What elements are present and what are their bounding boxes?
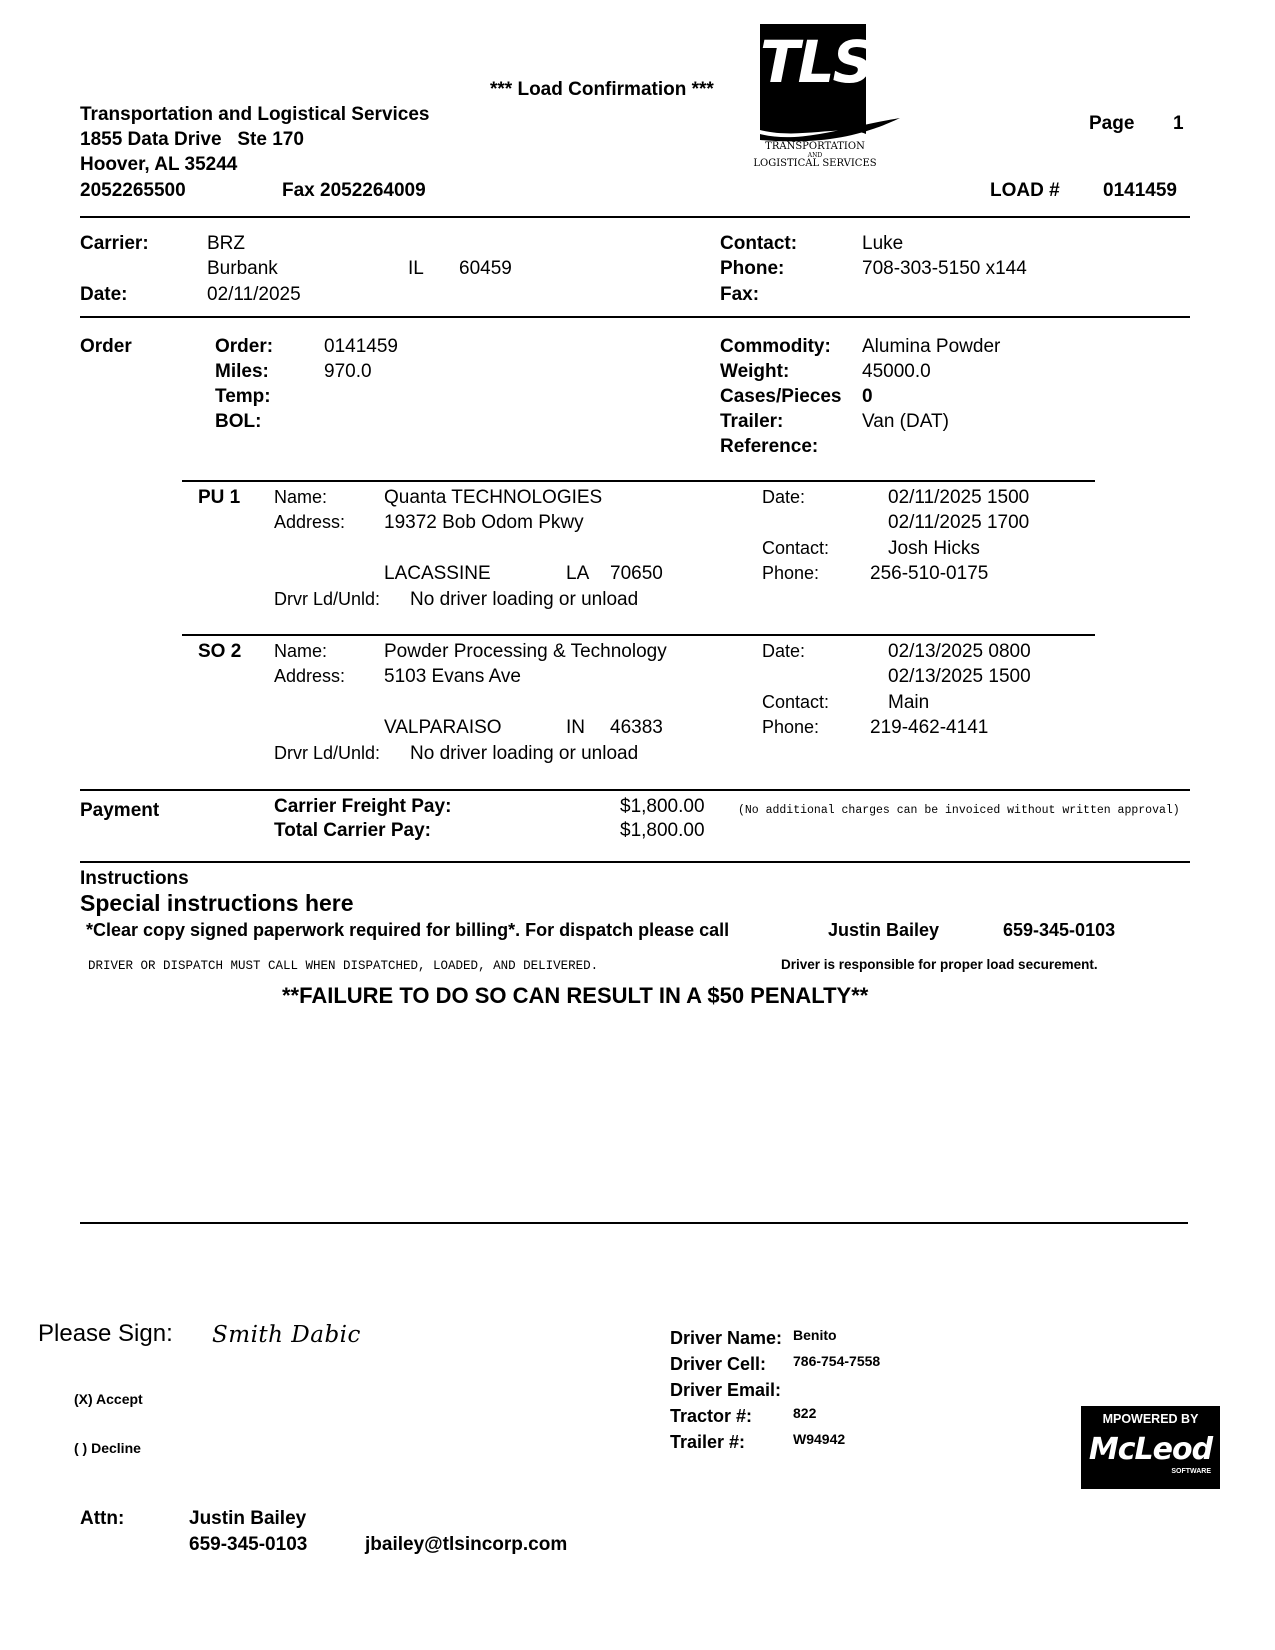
trailer-number-label: Trailer #: (670, 1432, 746, 1452)
divider (80, 789, 1190, 791)
stop-contact-label: Contact: (762, 538, 830, 558)
penalty-notice: **FAILURE TO DO SO CAN RESULT IN A $50 PENALTY** (282, 983, 869, 1008)
divider (182, 634, 1095, 636)
page-number: 1 (1173, 113, 1184, 134)
mcleod-logo-line1: MPOWERED BY (1102, 1412, 1199, 1426)
stop-address-label: Address: (274, 512, 346, 532)
miles-value: 970.0 (324, 361, 372, 382)
stop-phone: 219-462-4141 (870, 717, 989, 738)
stop-date-label: Date: (762, 487, 806, 507)
order-number: 0141459 (324, 336, 398, 357)
attn-phone: 659-345-0103 (189, 1534, 308, 1555)
mcleod-logo-line3: SOFTWARE (1171, 1468, 1211, 1475)
divider (80, 316, 1190, 318)
company-address-line2: Hoover, AL 35244 (80, 154, 238, 175)
page-label: Page (1089, 113, 1135, 134)
stop-drvr-value: No driver loading or unload (410, 589, 639, 610)
tractor-label: Tractor #: (670, 1406, 753, 1426)
stop-date2: 02/13/2025 1500 (888, 666, 1031, 687)
stop-code: SO 2 (198, 641, 242, 662)
trailer-value: Van (DAT) (862, 411, 949, 432)
date-label: Date: (80, 284, 128, 305)
divider (80, 861, 1190, 863)
driver-email-label: Driver Email: (670, 1380, 782, 1400)
load-number: 0141459 (1103, 180, 1177, 201)
tls-logo-line2: AND (807, 152, 823, 159)
divider (182, 480, 1095, 482)
carrier-state: IL (408, 258, 424, 279)
driver-cell-label: Driver Cell: (670, 1354, 767, 1374)
trailer-label: Trailer: (720, 411, 784, 432)
decline-option[interactable]: ( ) Decline (74, 1440, 141, 1456)
cases-label: Cases/Pieces (720, 386, 842, 407)
attn-label: Attn: (80, 1508, 125, 1529)
tls-logo-text: TLS (760, 28, 873, 96)
stop-contact: Josh Hicks (888, 538, 980, 559)
stop-address: 19372 Bob Odom Pkwy (384, 512, 584, 533)
stop-name-label: Name: (274, 487, 328, 507)
contact-label: Contact: (720, 233, 798, 254)
stop-drvr-label: Drvr Ld/Unld: (274, 589, 381, 609)
weight-value: 45000.0 (862, 361, 931, 382)
bol-label: BOL: (215, 411, 262, 432)
stop-contact: Main (888, 692, 930, 713)
stop-address: 5103 Evans Ave (384, 666, 521, 687)
stop-name-label: Name: (274, 641, 328, 661)
signature: Smith Dabic (212, 1322, 361, 1348)
stop-city: VALPARAISO (384, 717, 502, 738)
company-address-line1: 1855 Data Drive Ste 170 (80, 129, 304, 150)
stop-city: LACASSINE (384, 563, 491, 584)
instructions-label: Instructions (80, 868, 189, 889)
stop-name: Quanta TECHNOLOGIES (384, 487, 603, 508)
divider (80, 216, 1190, 218)
tractor-number: 822 (793, 1405, 817, 1421)
stop-zip: 70650 (610, 563, 663, 584)
phone-label: Phone: (720, 258, 785, 279)
miles-label: Miles: (215, 361, 269, 382)
carrier-phone: 708-303-5150 x144 (862, 258, 1027, 279)
carrier-label: Carrier: (80, 233, 149, 254)
billing-line: *Clear copy signed paperwork required for billing*. For dispatch please call (86, 920, 730, 940)
driver-name: Benito (793, 1327, 837, 1343)
stop-phone: 256-510-0175 (870, 563, 989, 584)
accept-option[interactable]: (X) Accept (74, 1391, 143, 1407)
stop-state: IN (566, 717, 585, 738)
order-label: Order: (215, 336, 274, 357)
payment-section-label: Payment (80, 800, 160, 821)
payment-note: (No additional charges can be invoiced without written approval) (738, 804, 1180, 817)
document-title: *** Load Confirmation *** (490, 79, 714, 100)
driver-call-notice: DRIVER OR DISPATCH MUST CALL WHEN DISPATCHED, LOADED, AND DELIVERED. (88, 959, 599, 973)
freight-pay-value: $1,800.00 (620, 796, 705, 817)
carrier-zip: 60459 (459, 258, 512, 279)
stop-address-label: Address: (274, 666, 346, 686)
carrier-date: 02/11/2025 (207, 284, 301, 305)
driver-cell: 786-754-7558 (793, 1353, 881, 1369)
stop-contact-label: Contact: (762, 692, 830, 712)
stop-drvr-label: Drvr Ld/Unld: (274, 743, 381, 763)
tls-logo-line1: TRANSPORTATION (765, 141, 865, 152)
commodity-label: Commodity: (720, 336, 831, 357)
dispatch-phone: 659-345-0103 (1003, 920, 1116, 940)
stop-drvr-value: No driver loading or unload (410, 743, 639, 764)
total-pay-label: Total Carrier Pay: (274, 820, 431, 841)
reference-label: Reference: (720, 436, 819, 457)
stop-date2: 02/11/2025 1700 (888, 512, 1030, 533)
freight-pay-label: Carrier Freight Pay: (274, 796, 452, 817)
stop-phone-label: Phone: (762, 563, 820, 583)
stop-state: LA (566, 563, 590, 584)
attn-name: Justin Bailey (189, 1508, 307, 1529)
stop-date1: 02/11/2025 1500 (888, 487, 1030, 508)
mcleod-logo (1081, 1406, 1220, 1489)
weight-label: Weight: (720, 361, 790, 382)
commodity-value: Alumina Powder (862, 336, 1001, 357)
stop-date1: 02/13/2025 0800 (888, 641, 1031, 662)
carrier-city: Burbank (207, 258, 278, 279)
stop-zip: 46383 (610, 717, 663, 738)
please-sign-label: Please Sign: (38, 1320, 173, 1347)
total-pay-value: $1,800.00 (620, 820, 705, 841)
attn-email[interactable]: jbailey@tlsincorp.com (365, 1534, 568, 1555)
company-fax: Fax 2052264009 (282, 180, 426, 201)
load-label: LOAD # (990, 180, 1060, 201)
stop-code: PU 1 (198, 487, 241, 508)
stop-phone-label: Phone: (762, 717, 820, 737)
driver-name-label: Driver Name: (670, 1328, 783, 1348)
cases-value: 0 (862, 386, 873, 407)
company-name: Transportation and Logistical Services (80, 104, 430, 125)
securement-notice: Driver is responsible for proper load securement. (781, 957, 1098, 972)
dispatch-name: Justin Bailey (828, 920, 940, 940)
trailer-number: W94942 (793, 1431, 846, 1447)
carrier-name: BRZ (207, 233, 245, 254)
stop-date-label: Date: (762, 641, 806, 661)
fax-label: Fax: (720, 284, 760, 305)
carrier-contact: Luke (862, 233, 904, 254)
mcleod-logo-line2: McLeod (1088, 1432, 1213, 1467)
tls-logo-line3: LOGISTICAL SERVICES (753, 158, 877, 169)
divider (80, 1222, 1188, 1224)
order-section-label: Order (80, 336, 132, 357)
stop-name: Powder Processing & Technology (384, 641, 667, 662)
temp-label: Temp: (215, 386, 271, 407)
special-instructions: Special instructions here (80, 890, 354, 916)
company-phone: 2052265500 (80, 180, 186, 201)
tls-logo (750, 24, 900, 174)
